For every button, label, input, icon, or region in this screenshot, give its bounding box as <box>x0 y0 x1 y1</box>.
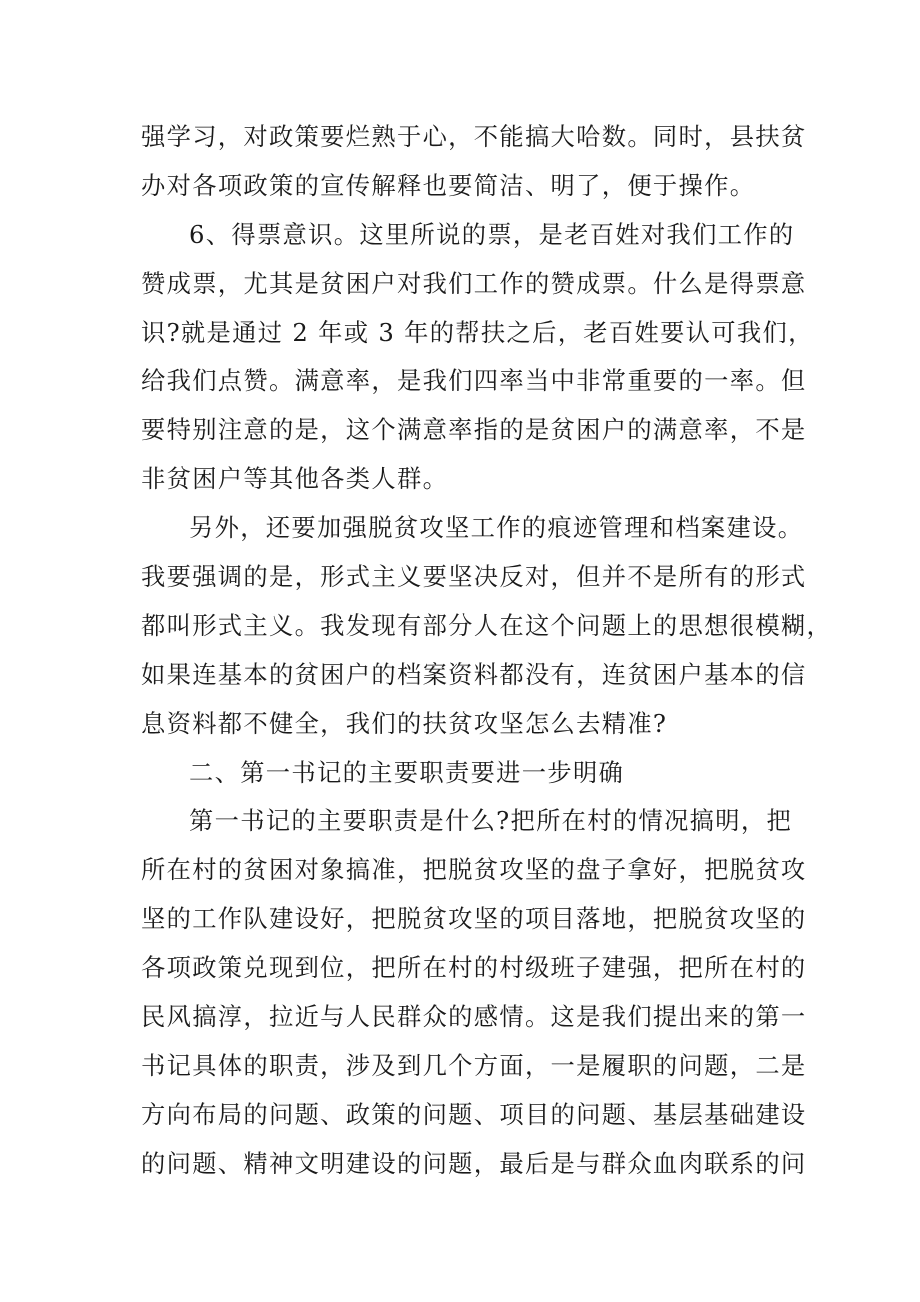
text-line: 另外，还要加强脱贫攻坚工作的痕迹管理和档案建设。 <box>189 513 804 543</box>
text-line: 民风搞淳，拉近与人民群众的感情。这是我们提出来的第一 <box>141 1002 807 1032</box>
text-line: 如果连基本的贫困户的档案资料都没有，连贫困户基本的信 <box>141 659 807 689</box>
text-line: 要特别注意的是，这个满意率指的是贫困户的满意率，不是 <box>141 415 807 445</box>
text-line: 息资料都不健全，我们的扶贫攻坚怎么去精准? <box>141 708 668 738</box>
text-line: 6、得票意识。这里所说的票，是老百姓对我们工作的 <box>189 219 795 249</box>
text-line: 我要强调的是，形式主义要坚决反对，但并不是所有的形式 <box>141 562 807 592</box>
text-line: 赞成票，尤其是贫困户对我们工作的赞成票。什么是得票意 <box>141 268 807 298</box>
text-line: 识?就是通过 2 年或 3 年的帮扶之后，老百姓要认可我们， <box>141 317 814 347</box>
text-line: 办对各项政策的宣传解释也要简洁、明了，便于操作。 <box>141 170 756 200</box>
text-line: 强学习，对政策要烂熟于心，不能搞大哈数。同时，县扶贫 <box>141 122 807 151</box>
text-line: 给我们点赞。满意率，是我们四率当中非常重要的一率。但 <box>141 366 807 396</box>
text-line: 非贫困户等其他各类人群。 <box>141 464 449 494</box>
text-line: 方向布局的问题、政策的问题、项目的问题、基层基础建设 <box>141 1099 807 1129</box>
text-line: 所在村的贫困对象搞准，把脱贫攻坚的盘子拿好，把脱贫攻 <box>141 855 807 885</box>
text-line: 各项政策兑现到位，把所在村的村级班子建强，把所在村的 <box>141 953 807 983</box>
text-line: 书记具体的职责，涉及到几个方面，一是履职的问题，二是 <box>141 1050 807 1080</box>
text-line: 第一书记的主要职责是什么?把所在村的情况搞明，把 <box>189 806 793 836</box>
document-body <box>141 113 833 1189</box>
text-line: 坚的工作队建设好，把脱贫攻坚的项目落地，把脱贫攻坚的 <box>141 904 807 934</box>
text-line: 都叫形式主义。我发现有部分人在这个问题上的思想很模糊， <box>141 610 833 640</box>
text-line: 二、第一书记的主要职责要进一步明确 <box>189 757 625 787</box>
text-line: 的问题、精神文明建设的问题，最后是与群众血肉联系的问 <box>141 1148 807 1178</box>
